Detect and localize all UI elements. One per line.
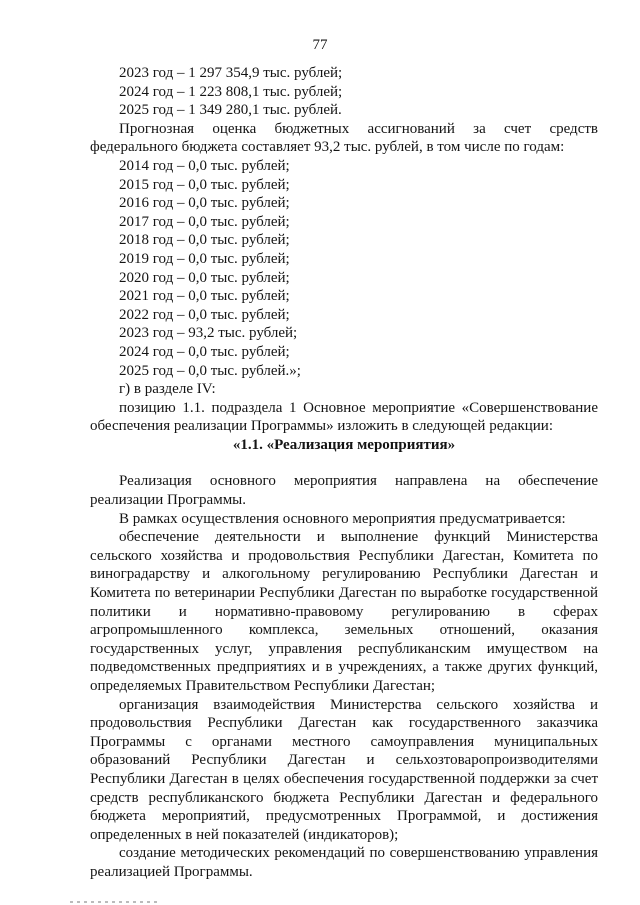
text-line: 2021 год – 0,0 тыс. рублей; [119,288,290,305]
text-line: 2015 год – 0,0 тыс. рублей; [119,176,290,193]
body-paragraph: В рамках осуществления основного мероприятия предусматривается: [119,510,566,527]
body-paragraph: обеспечение деятельности и выполнение функций Министерства сельского хозяйства и продовольствия Республики Дагестан, Комитета по виноградарству и алкогольному регулированию Республики Дагестан и Комитета по ветеринарии Республики Дагестан по выработке государственной политики и нормативно-правовому регулированию в сферах агропромышленного комплекса, земельных отношений, оказания государственных услуг, управления республиканским имуществом на подведомственных предприятиях и в учреждениях, а также других функций, определяемых Правительством Республики Дагестан; [90,529,598,694]
text-line: 2023 год – 1 297 354,9 тыс. рублей; [119,65,343,81]
text-line: 2022 год – 0,0 тыс. рублей; [119,306,290,323]
position-paragraph: позицию 1.1. подраздела 1 Основное мероприятие «Совершенствование обеспечения реализации Программы» изложить в следующей редакции: [90,399,598,435]
document-body [90,64,598,882]
body-paragraph: создание методических рекомендаций по совершенствованию управления реализацией Программы. [90,845,598,880]
text-line: 2024 год – 0,0 тыс. рублей; [119,343,290,360]
text-line: 2023 год – 93,2 тыс. рублей; [119,325,298,342]
text-line: 2024 год – 1 223 808,1 тыс. рублей; [119,83,343,100]
body-paragraph: Реализация основного мероприятия направлена на обеспечение реализации Программы. [90,473,598,509]
section-label: г) в разделе IV: [119,381,216,398]
spacer [90,454,598,472]
text-line: 2018 год – 0,0 тыс. рублей; [119,232,290,249]
text-line: 2017 год – 0,0 тыс. рублей; [119,213,290,230]
text-line: 2014 год – 0,0 тыс. рублей; [119,157,290,174]
forecast-paragraph: Прогнозная оценка бюджетных ассигнований за счет средств федерального бюджета составляет 93,2 тыс. рублей, в том числе по годам: [90,120,598,156]
text-line: 2016 год – 0,0 тыс. рублей; [119,195,290,212]
text-line: 2019 год – 0,0 тыс. рублей; [119,250,290,267]
text-line: 2025 год – 1 349 280,1 тыс. рублей. [119,102,342,119]
text-line: 2020 год – 0,0 тыс. рублей; [119,269,290,286]
body-paragraph: организация взаимодействия Министерства сельского хозяйства и продовольствия Республики Дагестан как государственного заказчика Программы с органами местного самоуправления муниципальных образований Республики Дагестан и сельхозтоваропроизводителями Республики Дагестан в целях обеспечения государственной поддержки за счет средств республиканского бюджета Республики Дагестан и федерального бюджета мероприятий, предусмотренных Программой, и достижения определенных в ней показателей (индикаторов); [90,696,598,843]
section-heading: «1.1. «Реализация мероприятия» [232,436,456,453]
scan-artifact [70,901,160,903]
page-number: 77 [312,37,328,53]
text-line: 2025 год – 0,0 тыс. рублей.»; [119,362,301,379]
